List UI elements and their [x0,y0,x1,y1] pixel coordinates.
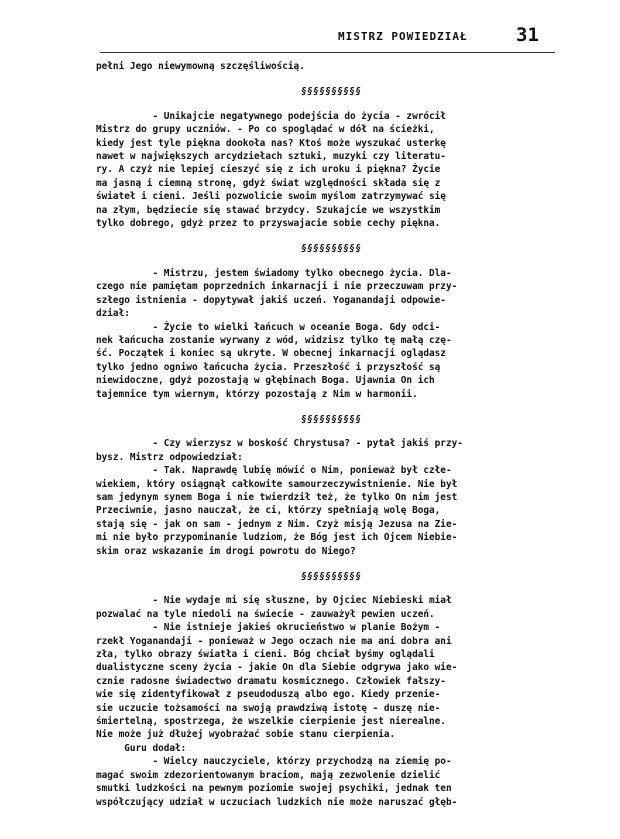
text-line: - Unikajcie negatywnego podejścia do życia - zwrócił [96,110,446,122]
header-rule [100,52,555,53]
text-line: ma jasną i ciemną stronę, gdyż świat względności składa się z [96,177,441,189]
text-line: dział: [96,308,130,320]
text-line: ry. A czyż nie lepiej cieszyć się z ich uroku i piękna? Życie [96,164,441,176]
text-line: kiedy jest tyle piękna dookoła nas? Ktoś może wyszukać usterkę [96,137,446,149]
text-line: bysz. Mistrz odpowiedział: [96,451,243,463]
text-line: świateł i cieni. Jeśli pozwolicie swoim myślom zatrzymywać się [96,191,446,203]
section-separator: §§§§§§§§§§ [300,571,362,582]
text-line: - Nie istnieje jakieś okrucieństwo w planie Bożym - [96,622,441,634]
text-line: - Tak. Naprawdę lubię mówić o Nim, ponieważ był człe- [96,465,452,477]
text-line: tajemnice tym wiernym, którzy pozostają z Nim w harmonii. [96,388,418,400]
text-line: Guru dodał: [96,742,187,754]
text-line: smutki ludzkości na pewnym poziomie swojej psychiki, jednak ten [96,783,452,795]
section-separator: §§§§§§§§§§ [300,243,362,255]
section-separator: §§§§§§§§§§ [300,86,362,98]
text-line: Nie może już dłużej wyobrażać sobie stanu cierpienia. [96,729,396,741]
text-line: na złym, będziecie się stawać brzydcy. Szukajcie we wszystkim [96,204,441,216]
text-line: skim oraz wskazanie im drogi powrotu do Niego? [96,545,356,557]
text-line: śmiertelną, spostrzega, że wszelkie cierpienie jest nierealne. [96,716,446,728]
paragraph-block [96,267,566,401]
section-separator: §§§§§§§§§§ [300,413,362,425]
text-line: Mistrz do grupy uczniów. - Po co spoglądać w dół na ścieżki, [96,124,435,136]
text-line: tylko dobrego, gdyż przez to przyswajacie sobie cechy piękna. [96,218,441,230]
text-line: cznie radosne świadectwo dramatu kosmicznego. Człowiek fałszy- [96,675,446,687]
text-line: - Życie to wielki łańcuch w oceanie Boga. Gdy odci- [96,321,441,333]
text-line: mi nie było przypominanie ludziom, że Bóg jest ich Ojcem Niebie- [96,532,458,544]
text-line: tylko jedno ogniwo łańcucha życia. Przeszłość i przyszłość są [96,361,441,373]
text-line: pełni Jego niewymowną szczęśliwością. [96,61,305,72]
text-line: pozwalać na tyle niedoli na świecie - zauważył pewien uczeń. [96,608,435,620]
paragraph-block [96,437,566,558]
text-line: niewidoczne, gdyż pozostają w głębinach Boga. Ujawnia On ich [96,375,435,387]
paragraph-block [96,110,566,231]
page-number: 31 [516,24,539,46]
text-line: rzekł Yoganandaji - ponieważ w Jego oczach nie ma ani dobra ani [96,635,452,647]
text-line: sie uczucie tożsamości na swoją prawdziwą istotę - duszę nie- [96,702,441,714]
paragraph-block [96,60,566,73]
text-line: - Nie wydaje mi się słuszne, by Ojciec Niebieski miał [96,595,452,607]
text-line: wie się zidentyfikował z pseudoduszą albo ego. Kiedy przenie- [96,689,441,701]
text-line: - Wielcy nauczyciele, którzy przychodzą na ziemię po- [96,756,452,768]
running-header: MISTRZ POWIEDZIAŁ [338,30,468,43]
text-line: nek łańcucha zostanie wyrwany z wód, widzisz tylko tę małą czę- [96,334,452,346]
text-line: Przeciwnie, jasno nauczał, że ci, którzy spełniają wolę Boga, [96,505,441,517]
text-line: sam jedynym synem Boga i nie twierdził też, że tylko On nim jest [96,491,458,503]
text-line: ść. Początek i koniec są ukryte. W obecnej inkarnacji oglądasz [96,348,446,360]
text-line: czego nie pamiętam poprzednich inkarnacji i nie przeczuwam przy- [96,281,458,293]
text-line: - Czy wierzysz w boskość Chrystusa? - pytał jakiś przy- [96,438,463,450]
text-line: szłego istnienia - dopytywał jakiś uczeń. Yoganandaji odpowie- [96,294,446,306]
text-line: stają się - jak on sam - jednym z Nim. Czyż misją Jezusa na Zie- [96,518,458,530]
text-line: magać swoim zdezorientowanym braciom, mają zezwolenie dzielić [96,769,441,781]
text-line: współczujący udział w uczuciach ludzkich nie może naruszać głęb- [96,796,458,808]
text-line: zła, tylko obrazy światła i cieni. Bóg chciał byśmy oglądali [96,649,435,661]
paragraph-block [96,594,566,809]
text-line: dualistyczne sceny życia - jakie On dla Siebie odgrywa jako wie- [96,662,458,674]
body-text [96,60,566,809]
text-line: nawet w największych arcydziełach sztuki, muzyki czy literatu- [96,151,446,163]
text-line: - Mistrzu, jestem świadomy tylko obecnego życia. Dla- [96,267,452,279]
text-line: wiekiem, który osiągnął całkowite samourzeczywistnienie. Nie był [96,478,458,490]
